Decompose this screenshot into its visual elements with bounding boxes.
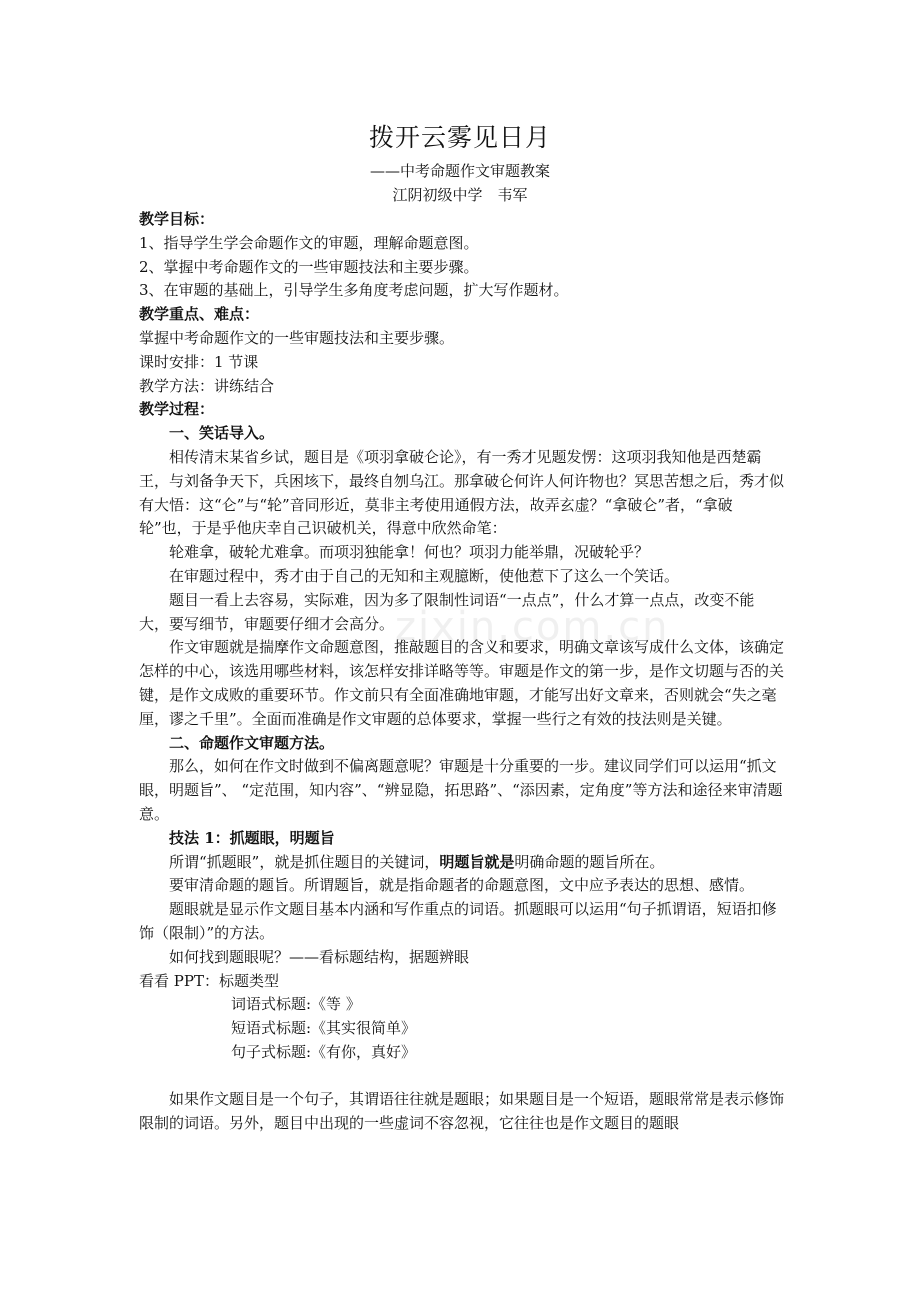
paragraph-gap [139,1065,784,1089]
section1-paragraph: 相传清末某省乡试，题目是《项羽拿破仑论》，有一秀才见题发愣：这项羽我知他是西楚霸王，与刘备争天下，兵困垓下，最终自刎乌江。那拿破仑何许人何许物也？冥思苦想之后，秀才似有大悟：这“仑”与“轮”音同形近，莫非主考使用通假方法，故弄玄虚？“拿破仑”者，“拿破轮”也，于是乎他庆幸自己识破机关，得意中欣然命笔： [139,447,785,538]
ppt-item: 词语式标题:《等 》 [231,995,361,1014]
section1-paragraph: 作文审题就是揣摩作文命题意图，推敲题目的含义和要求，明确文章该写成什么文体，该确定怎样的中心，该选用哪些材料，该怎样安排详略等等。审题是作文的第一步，是作文切题与否的关键，是作文成败的重要环节。作文前只有全面准确地审题，才能写出好文章来，否则就会“失之毫厘，谬之千里”。全面而准确是作文审题的总体要求，掌握一些行之有效的技法则是关键。 [139,638,785,728]
section2-heading: 二、命题作文审题方法。 [169,733,335,752]
document-subtitle: ——中考命题作文审题教案 [369,162,550,180]
technique1-definition-bold: 明题旨就是 [439,852,515,871]
objectives-heading: 教学目标： [139,210,215,228]
objective-item: 2、掌握中考命题作文的一些审题技法和主要步骤。 [139,257,479,276]
objective-item: 3、在审题的基础上，引导学生多角度考虑问题，扩大写作题材。 [139,281,569,300]
ppt-item: 句子式标题:《有你，真好》 [231,1042,417,1061]
section2-intro: 那么，如何在作文时做到不偏离题意呢？审题是十分重要的一步。建议同学们可以运用“抓文眼，明题旨”、 “定范围，知内容”、“辨显隐，拓思路”、“添因素，定角度”等方法和途径来审清题意。 [139,757,783,823]
process-heading: 教学过程： [139,400,215,419]
closing-paragraph: 如果作文题目是一个句子，其谓语往往就是题眼；如果题目是一个短语，题眼常常是表示修饰限制的词语。另外，题目中出现的一些虚词不容忽视，它往往也是作文题目的题眼 [139,1090,785,1133]
technique1-paragraph: 题眼就是显示作文题目基本内涵和写作重点的词语。抓题眼可以运用“句子抓谓语，短语扣修饰（限制）”的方法。 [139,900,777,942]
section1-paragraph: 题目一看上去容易，实际难，因为多了限制性词语“一点点”，什么才算一点点，改变不能大，要写细节，审题要仔细才会高分。 [139,590,755,633]
technique1-heading: 技法 1：抓题眼，明题旨 [169,828,335,847]
technique1-paragraph: 如何找到题眼呢？——看标题结构，据题辨眼 [169,947,470,966]
technique1-paragraph: 要审清命题的题旨。所谓题旨，就是指命题者的命题意图，文中应予表达的思想、感情。 [169,876,755,895]
watermark-text: zixin.com.cn [395,604,670,650]
technique1-definition-part: 所谓“抓题眼”，就是抓住题目的关键词， [169,852,440,871]
schedule-text: 课时安排：1 节课 [139,352,259,371]
ppt-heading: 看看 PPT：标题类型 [139,971,279,990]
focus-heading: 教学重点、难点： [139,305,260,324]
section1-paragraph: 在审题过程中，秀才由于自己的无知和主观臆断，使他惹下了这么一个笑话。 [169,566,680,585]
objective-item: 1、指导学生学会命题作文的审题，理解命题意图。 [139,233,479,252]
section1-heading: 一、笑话导入。 [169,424,275,443]
technique1-definition [139,851,784,875]
focus-text: 掌握中考命题作文的一些审题技法和主要步骤。 [139,328,455,347]
method-text: 教学方法：讲练结合 [139,376,275,395]
ppt-item: 短语式标题:《其实很简单》 [231,1019,417,1038]
document-body [139,208,784,1136]
technique1-definition-part: 明确命题的题旨所在。 [514,852,665,871]
document-author: 江阴初级中学 韦军 [392,186,528,204]
document-title: 拨开云雾见日月 [368,123,551,152]
section1-paragraph: 轮难拿，破轮尤难拿。而项羽独能拿！何也？项羽力能举鼎，况破轮乎？ [169,543,650,562]
